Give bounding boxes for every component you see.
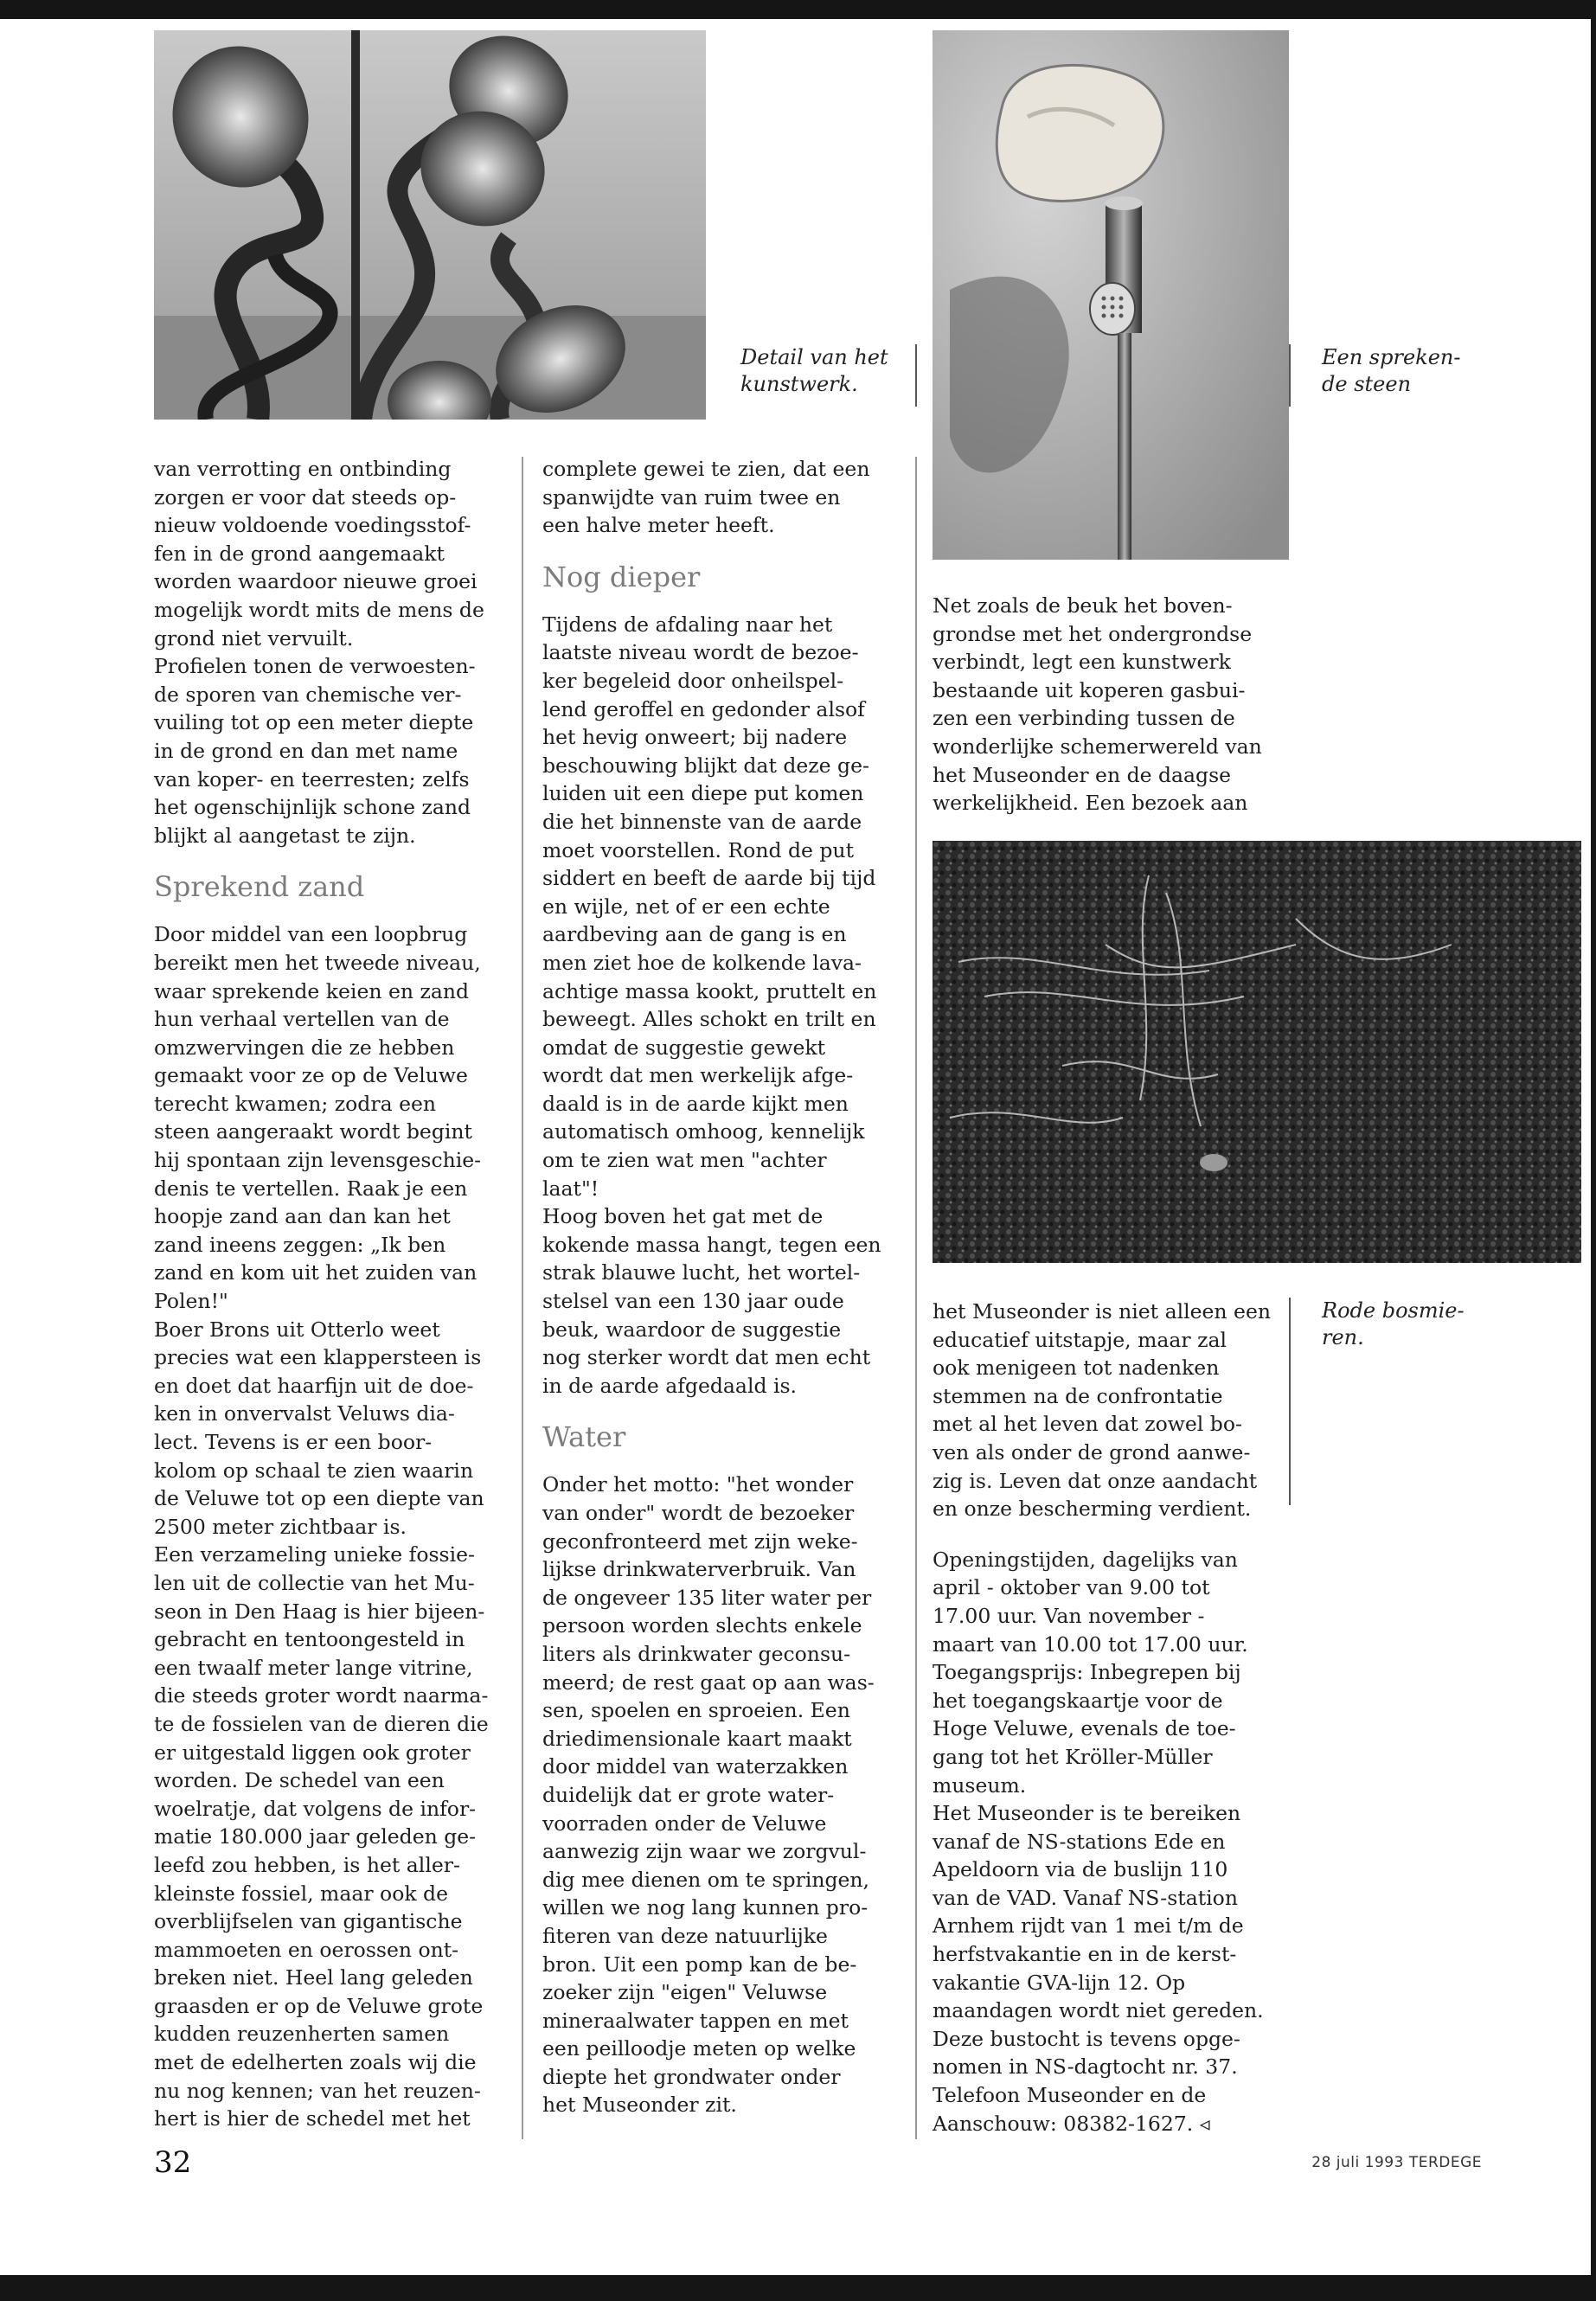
page-border-top <box>0 0 1596 19</box>
page-border-bottom <box>0 2275 1596 2301</box>
col1-intro: van verrotting en ontbinding zorgen er voor dat steeds op- nieuw voldoende voedingsstof- fen in de grond aangemaakt worden waardoor nieuwe groei mogelijk wordt mits de mens de grond niet vervuilt. Profielen tonen de verwoesten- de sporen van chemische ver- vuiling tot op een meter diepte in de grond en dan met name van koper- en teerresten; zelfs het ogenschijnlijk schone zand blijkt al aangetast te zijn. <box>154 457 484 848</box>
column-2 <box>542 455 906 2119</box>
column-1 <box>154 455 510 2133</box>
col2-intro: complete gewei te zien, dat een spanwijdte van ruim twee en een halve meter heeft. <box>542 457 870 538</box>
rule-caption-2 <box>1289 344 1291 407</box>
speaking-stone-photo <box>933 30 1289 560</box>
rule-caption-3 <box>1289 1298 1291 1505</box>
stone-caption: Een spreken- de steen <box>1322 345 1461 396</box>
page-border-right <box>1591 0 1596 2301</box>
artwork-photo <box>154 30 706 420</box>
heading-water: Water <box>542 1420 626 1454</box>
page-number: 32 <box>154 2145 192 2180</box>
column-3-bottom <box>933 1298 1287 2138</box>
wood-ants-photo <box>933 841 1581 1263</box>
col2-body-1: Tijdens de afdaling naar het laatste niveau wordt de bezoe- ker begeleid door onheilspel- lend geroffel en gedonder alsof het hevig onweert; bij nadere beschouwing blijkt dat deze ge- luiden uit een diepe put komen die het binnenste van de aarde moet voorstellen. Rond de put siddert en beeft de aarde bij tijd en wijle, net of er een echte aardbeving aan de gang is en men ziet hoe de kolkende lava- achtige massa kookt, pruttelt en beweegt. Alles schokt en trilt en omdat de suggestie gewekt wordt dat men werkelijk afge- daald is in de aarde kijkt men automatisch omhoog, kennelijk om te zien wat men "achter laat"! Hoog boven het gat met de kokende massa hangt, tegen een strak blauwe lucht, het wortel- stelsel van een 130 jaar oude beuk, waardoor de suggestie nog sterker wordt dat men echt in de aarde afgedaald is. <box>542 612 881 1398</box>
rule-col2-col3 <box>915 457 917 2139</box>
col2-body-2: Onder het motto: "het wonder van onder" wordt de bezoeker geconfronteerd met zijn weke- lijkse drinkwaterverbruik. Van de ongeveer 135 liter water per persoon worden slechts enkele liters als drinkwater geconsu- meerd; de rest gaat op aan was- sen, spoelen en sproeien. Een driedimensionale kaart maakt door middel van waterzakken duidelijk dat er grote water- voorraden onder de Veluwe aanwezig zijn waar we zorgvul- dig mee dienen om te springen, willen we nog lang kunnen pro- fiteren van deze natuurlijke bron. Uit een pomp kan de be- zoeker zijn "eigen" Veluwse mineraalwater tappen en met een peilloodje meten op welke diepte het grondwater onder het Museonder zit. <box>542 1472 875 2118</box>
col1-body: Door middel van een loopbrug bereikt men het tweede niveau, waar sprekende keien en zand hun verhaal vertellen van de omzwervingen die ze hebben gemaakt voor ze op de Veluwe terecht kwamen; zodra een steen aangeraakt wordt begint hij spontaan zijn levensgeschie- denis te vertellen. Raak je een hoopje zand aan dan kan het zand ineens zeggen: „Ik ben zand en kom uit het zuiden van Polen!" Boer Brons uit Otterlo weet precies wat een klappersteen is en doet dat haarfijn uit de doe- ken in onvervalst Veluws dia- lect. Tevens is er een boor- kolom op schaal te zien waarin de Veluwe tot op een diepte van 2500 meter zichtbaar is. Een verzameling unieke fossie- len uit de collectie van het Mu- seon in Den Haag is hier bijeen- gebracht en tentoongesteld in een twaalf meter lange vitrine, die steeds groter wordt naarma- te de fossielen van de dieren die er uitgestald liggen ook groter worden. De schedel van een woelratje, dat volgens de infor- matie 180.000 jaar geleden ge- leefd zou hebben, is het aller- kleinste fossiel, maar ook de overblijfselen van gigantische mammoeten en oerossen ont- breken niet. Heel lang geleden graasden er op de Veluwe grote kudden reuzenherten samen met de edelherten zoals wij die nu nog kennen; van het reuzen- hert is hier de schedel met het <box>154 922 489 2131</box>
ants-caption: Rode bosmie- ren. <box>1322 1298 1465 1349</box>
col3-info: Openingstijden, dagelijks van april - oktober van 9.00 tot 17.00 uur. Van november - maart van 10.00 tot 17.00 uur. Toegangsprijs: Inbegrepen bij het toegangskaartje voor de Hoge Veluwe, evenals de toe- gang tot het Kröller-Müller museum. Het Museonder is te bereiken vanaf de NS-stations Ede en Apeldoorn via de buslijn 110 van de VAD. Vanaf NS-station Arnhem rijdt van 1 mei t/m de herfstvakantie en in de kerst- vakantie GVA-lijn 12. Op maandagen wordt niet gereden. Deze bustocht is tevens opge- nomen in NS-dagtocht nr. 37. Telefoon Museonder en de Aanschouw: 08382-1627. ◃ <box>933 1547 1264 2136</box>
heading-sprekend-zand: Sprekend zand <box>154 870 365 904</box>
column-3-top <box>933 592 1287 817</box>
rule-col1-col2 <box>522 457 523 2139</box>
col3-middle: het Museonder is niet alleen een educatief uitstapje, maar zal ook menigeen tot nadenken stemmen na de confrontatie met al het leven dat zowel bo- ven als onder de grond aanwe- zig is. Leven dat onze aandacht en onze bescherming verdient. <box>933 1299 1271 1522</box>
col3-top: Net zoals de beuk het boven- grondse met het ondergrondse verbindt, legt een kunstwerk bestaande uit koperen gasbui- zen een verbinding tussen de wonderlijke schemerwereld van het Museonder en de daagse werkelijkheid. Een bezoek aan <box>933 593 1262 816</box>
rule-caption-1 <box>915 344 917 407</box>
footer-date-publication: 28 juli 1993 TERDEGE <box>1311 2154 1482 2171</box>
artwork-caption: Detail van het kunstwerk. <box>740 345 888 396</box>
heading-nog-dieper: Nog dieper <box>542 560 701 593</box>
